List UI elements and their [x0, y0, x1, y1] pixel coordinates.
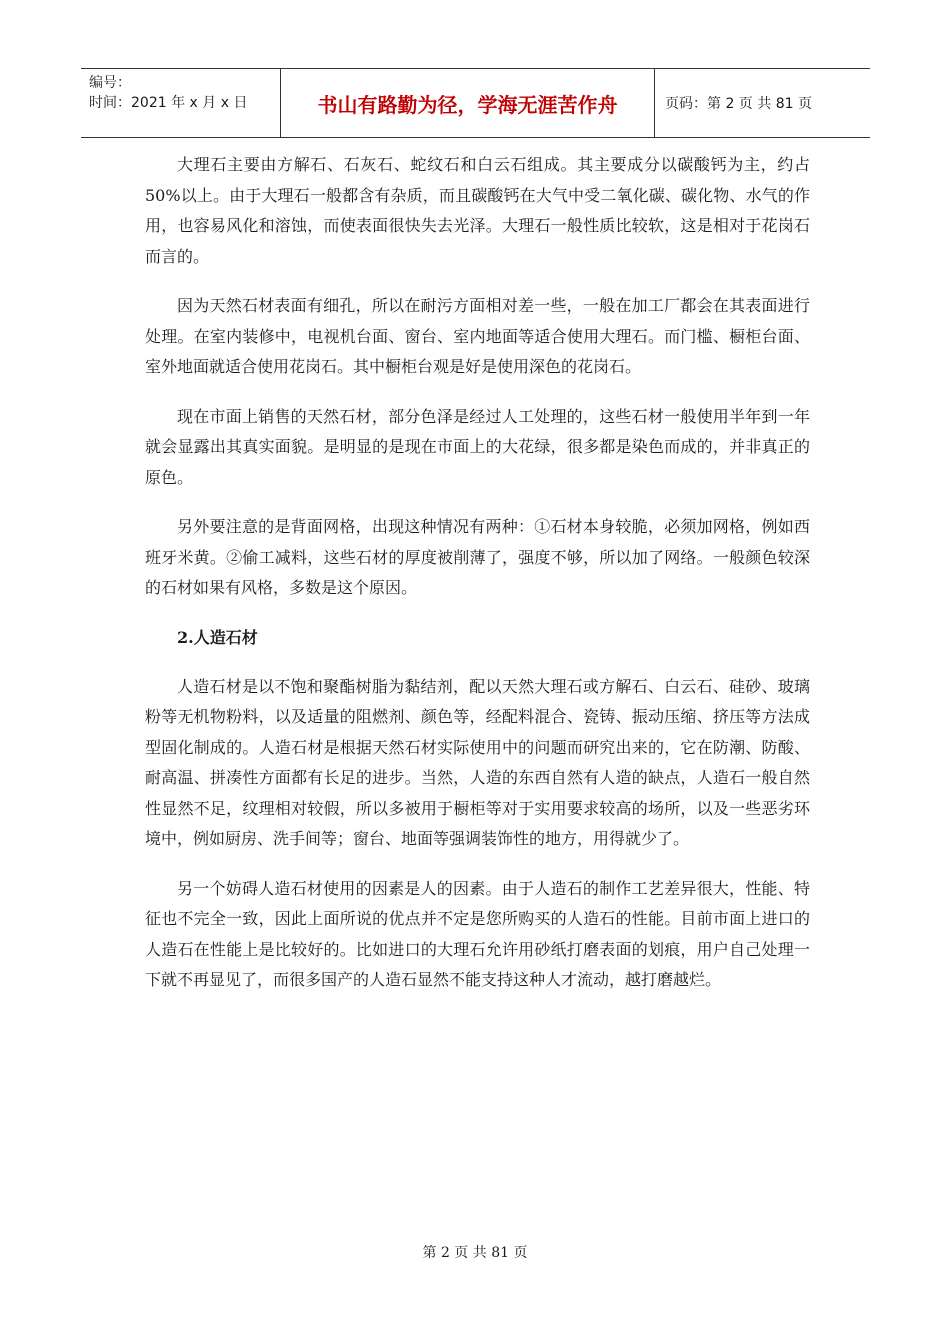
page-footer: 第 2 页 共 81 页: [422, 1245, 528, 1261]
header-page-info: 页码：第 2 页 共 81 页: [665, 96, 812, 112]
section-heading: 2.人造石材: [177, 627, 258, 647]
document-body: [145, 150, 810, 1015]
document-number-label: 编号：: [89, 75, 131, 91]
body-paragraph: 大理石主要由方解石、石灰石、蛇纹石和白云石组成。其主要成分以碳酸钙为主，约占 50%以上。由于大理石一般都含有杂质，而且碳酸钙在大气中受二氧化碳、碳化物、水气的作用，也容易风化和溶蚀，而使表面很快失去光泽。大理石一般性质比较软，这是相对于花岗石而言的。: [145, 155, 810, 266]
body-paragraph: 另外要注意的是背面网格，出现这种情况有两种：①石材本身较脆，必须加网格，例如西班牙米黄。②偷工减料，这些石材的厚度被削薄了，强度不够，所以加了网络。一般颜色较深的石材如果有风格，多数是这个原因。: [145, 517, 810, 597]
body-paragraph: 因为天然石材表面有细孔，所以在耐污方面相对差一些，一般在加工厂都会在其表面进行处理。在室内装修中，电视机台面、窗台、室内地面等适合使用大理石。而门槛、橱柜台面、室外地面就适合使用花岗石。其中橱柜台观是好是使用深色的花岗石。: [145, 296, 810, 376]
body-paragraph: 人造石材是以不饱和聚酯树脂为黏结剂，配以天然大理石或方解石、白云石、硅砂、玻璃粉等无机物粉料，以及适量的阻燃剂、颜色等，经配料混合、瓷铸、振动压缩、挤压等方法成型固化制成的。人造石材是根据天然石材实际使用中的问题而研究出来的，它在防潮、防酸、耐高温、拼凑性方面都有长足的进步。当然，人造的东西自然有人造的缺点，人造石一般自然性显然不足，纹理相对较假，所以多被用于橱柜等对于实用要求较高的场所，以及一些恶劣环境中，例如厨房、洗手间等；窗台、地面等强调装饰性的地方，用得就少了。: [145, 676, 810, 848]
header-meta: [81, 69, 281, 137]
body-paragraph: 另一个妨碍人造石材使用的因素是人的因素。由于人造石的制作工艺差异很大，性能、特征也不完全一致，因此上面所说的优点并不定是您所购买的人造石的性能。目前市面上进口的人造石在性能上是比较好的。比如进口的大理石允许用砂纸打磨表面的划痕，用户自己处理一下就不再显见了，而很多国产的人造石显然不能支持这种人才流动，越打磨越烂。: [145, 878, 810, 989]
header-motto: 书山有路勤为径，学海无涯苦作舟: [281, 69, 655, 137]
document-time-label: 时间：2021 年 x 月 x 日: [89, 95, 248, 111]
body-paragraph: 现在市面上销售的天然石材，部分色泽是经过人工处理的，这些石材一般使用半年到一年就会显露出其真实面貌。是明显的是现在市面上的大花绿，很多都是染色而成的，并非真正的原色。: [145, 406, 810, 487]
page-header: [81, 68, 870, 138]
